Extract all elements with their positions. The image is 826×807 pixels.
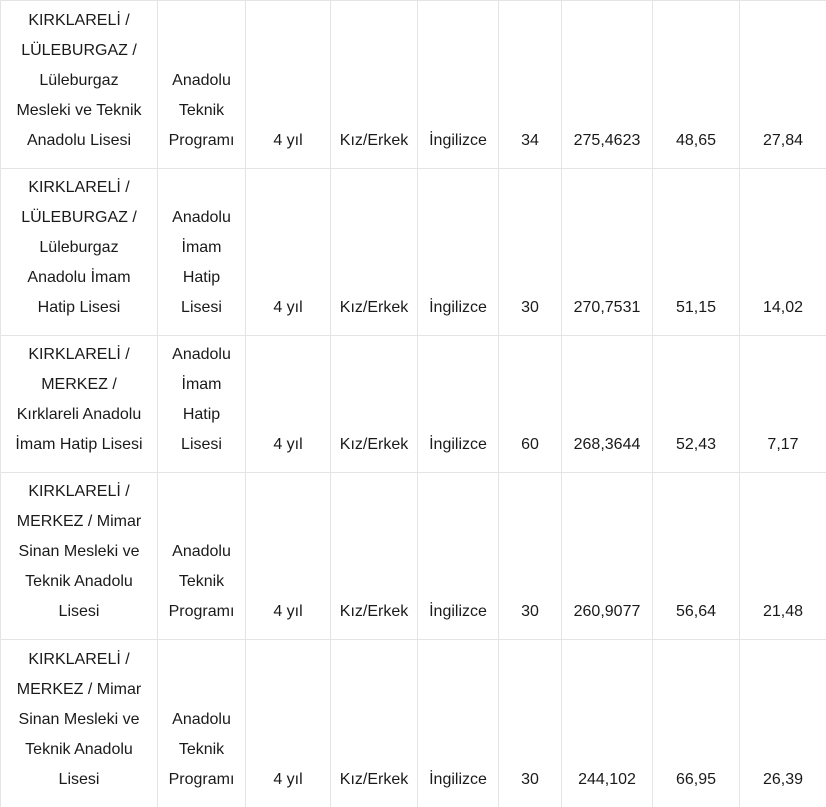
school-name-line: KIRKLARELİ / bbox=[5, 6, 153, 36]
table-row bbox=[1, 473, 826, 640]
program-type-line: Anadolu bbox=[162, 203, 241, 233]
program-type-line: Anadolu bbox=[162, 340, 241, 370]
program-type-cell bbox=[158, 169, 246, 336]
program-type-line: Lisesi bbox=[162, 293, 241, 323]
last-value-cell: 27,84 bbox=[740, 1, 826, 169]
last-value-cell: 26,39 bbox=[740, 640, 826, 807]
duration-cell: 4 yıl bbox=[246, 336, 331, 473]
school-name-line: Teknik Anadolu bbox=[5, 567, 153, 597]
language-cell: İngilizce bbox=[418, 473, 499, 640]
school-name-line: Lisesi bbox=[5, 597, 153, 627]
program-type-line: Teknik bbox=[162, 567, 241, 597]
last-value-cell: 14,02 bbox=[740, 169, 826, 336]
school-name-cell bbox=[1, 169, 158, 336]
school-name-cell bbox=[1, 473, 158, 640]
program-type-cell bbox=[158, 336, 246, 473]
quota-cell: 30 bbox=[499, 473, 562, 640]
program-type-line: Anadolu bbox=[162, 537, 241, 567]
school-name-line: Sinan Mesleki ve bbox=[5, 705, 153, 735]
school-name-line: KIRKLARELİ / bbox=[5, 340, 153, 370]
school-name-line: LÜLEBURGAZ / bbox=[5, 36, 153, 66]
gender-cell: Kız/Erkek bbox=[331, 473, 418, 640]
program-type-line: Anadolu bbox=[162, 66, 241, 96]
program-type-line: Programı bbox=[162, 597, 241, 627]
gender-cell: Kız/Erkek bbox=[331, 336, 418, 473]
gender-cell: Kız/Erkek bbox=[331, 169, 418, 336]
language-cell: İngilizce bbox=[418, 1, 499, 169]
gender-cell: Kız/Erkek bbox=[331, 640, 418, 807]
school-name-cell bbox=[1, 1, 158, 169]
percentile-cell: 51,15 bbox=[653, 169, 740, 336]
percentile-cell: 56,64 bbox=[653, 473, 740, 640]
program-type-line: Anadolu bbox=[162, 705, 241, 735]
program-type-line: Hatip bbox=[162, 263, 241, 293]
table-row bbox=[1, 1, 826, 169]
last-value-cell: 7,17 bbox=[740, 336, 826, 473]
percentile-cell: 52,43 bbox=[653, 336, 740, 473]
quota-cell: 30 bbox=[499, 169, 562, 336]
table-row bbox=[1, 640, 826, 807]
school-name-line: Teknik Anadolu bbox=[5, 735, 153, 765]
percentile-cell: 48,65 bbox=[653, 1, 740, 169]
school-name-line: Lisesi bbox=[5, 765, 153, 795]
program-type-line: Programı bbox=[162, 765, 241, 795]
school-name-line: MERKEZ / Mimar bbox=[5, 675, 153, 705]
language-cell: İngilizce bbox=[418, 336, 499, 473]
school-name-line: Anadolu İmam bbox=[5, 263, 153, 293]
school-name-line: Hatip Lisesi bbox=[5, 293, 153, 323]
program-type-line: Hatip bbox=[162, 400, 241, 430]
percentile-cell: 66,95 bbox=[653, 640, 740, 807]
program-type-line: Teknik bbox=[162, 96, 241, 126]
score-cell: 244,102 bbox=[562, 640, 653, 807]
school-name-line: KIRKLARELİ / bbox=[5, 173, 153, 203]
program-type-cell bbox=[158, 473, 246, 640]
quota-cell: 60 bbox=[499, 336, 562, 473]
program-type-cell bbox=[158, 640, 246, 807]
school-name-line: LÜLEBURGAZ / bbox=[5, 203, 153, 233]
school-name-line: Mesleki ve Teknik bbox=[5, 96, 153, 126]
gender-cell: Kız/Erkek bbox=[331, 1, 418, 169]
score-cell: 275,4623 bbox=[562, 1, 653, 169]
duration-cell: 4 yıl bbox=[246, 640, 331, 807]
program-type-line: Lisesi bbox=[162, 430, 241, 460]
school-name-line: Lüleburgaz bbox=[5, 66, 153, 96]
last-value-cell: 21,48 bbox=[740, 473, 826, 640]
school-name-line: KIRKLARELİ / bbox=[5, 645, 153, 675]
school-name-line: Sinan Mesleki ve bbox=[5, 537, 153, 567]
school-name-line: Anadolu Lisesi bbox=[5, 126, 153, 156]
language-cell: İngilizce bbox=[418, 640, 499, 807]
program-type-line: Programı bbox=[162, 126, 241, 156]
quota-cell: 34 bbox=[499, 1, 562, 169]
quota-cell: 30 bbox=[499, 640, 562, 807]
school-name-cell bbox=[1, 640, 158, 807]
table-row bbox=[1, 336, 826, 473]
table-row bbox=[1, 169, 826, 336]
duration-cell: 4 yıl bbox=[246, 169, 331, 336]
school-name-line: MERKEZ / Mimar bbox=[5, 507, 153, 537]
score-cell: 260,9077 bbox=[562, 473, 653, 640]
program-type-line: İmam bbox=[162, 370, 241, 400]
score-cell: 270,7531 bbox=[562, 169, 653, 336]
language-cell: İngilizce bbox=[418, 169, 499, 336]
program-type-cell bbox=[158, 1, 246, 169]
school-name-line: KIRKLARELİ / bbox=[5, 477, 153, 507]
duration-cell: 4 yıl bbox=[246, 1, 331, 169]
school-name-line: İmam Hatip Lisesi bbox=[5, 430, 153, 460]
program-type-line: İmam bbox=[162, 233, 241, 263]
score-cell: 268,3644 bbox=[562, 336, 653, 473]
school-name-line: Kırklareli Anadolu bbox=[5, 400, 153, 430]
school-name-line: MERKEZ / bbox=[5, 370, 153, 400]
program-type-line: Teknik bbox=[162, 735, 241, 765]
school-name-line: Lüleburgaz bbox=[5, 233, 153, 263]
school-name-cell bbox=[1, 336, 158, 473]
duration-cell: 4 yıl bbox=[246, 473, 331, 640]
